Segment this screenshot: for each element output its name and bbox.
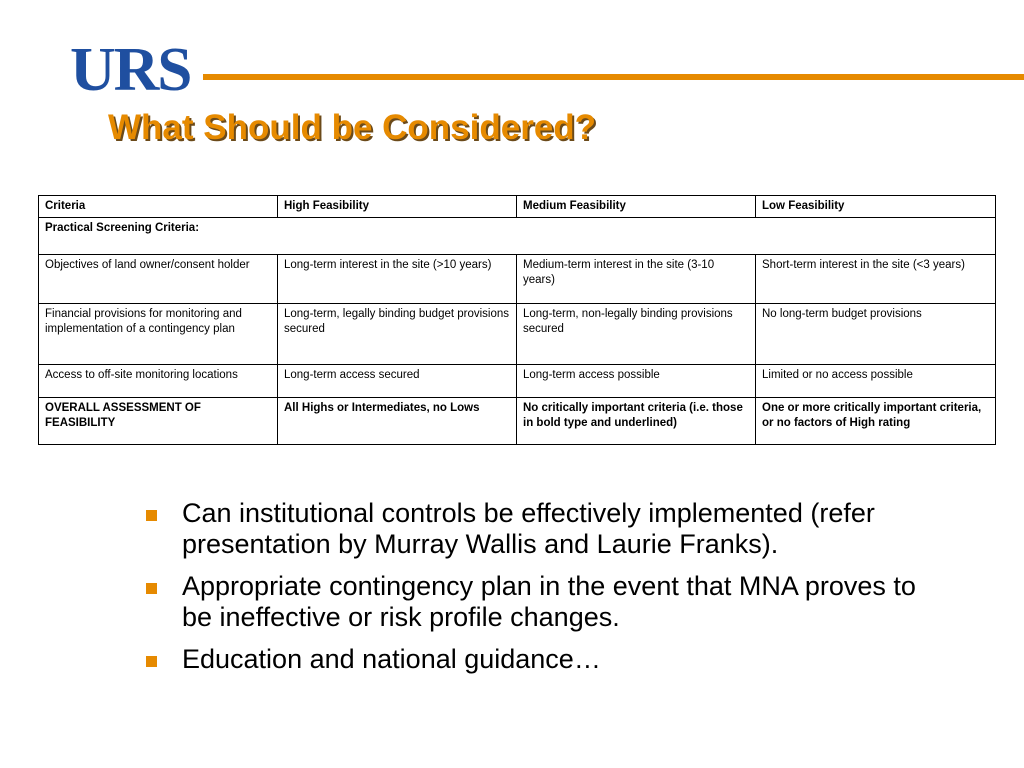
- header-cell: Low Feasibility: [756, 196, 996, 218]
- table-cell: Long-term, non-legally binding provisions secured: [517, 304, 756, 365]
- slide-title: What Should be Considered?: [108, 108, 597, 147]
- urs-logo: URS: [70, 36, 191, 104]
- table-header-row: [39, 196, 996, 218]
- table-cell: Short-term interest in the site (<3 years): [756, 255, 996, 304]
- table-cell: Objectives of land owner/consent holder: [39, 255, 278, 304]
- table-row: [39, 365, 996, 398]
- table-cell: Long-term interest in the site (>10 years): [278, 255, 517, 304]
- table-cell: No critically important criteria (i.e. those in bold type and underlined): [517, 398, 756, 445]
- table-cell: Limited or no access possible: [756, 365, 996, 398]
- table-cell: OVERALL ASSESSMENT OF FEASIBILITY: [39, 398, 278, 445]
- overall-assessment-row: [39, 398, 996, 445]
- bullet-text: Appropriate contingency plan in the event that MNA proves to be ineffective or risk profile changes.: [182, 571, 916, 632]
- square-bullet-icon: [146, 656, 157, 667]
- header-cell: Criteria: [39, 196, 278, 218]
- section-label: Practical Screening Criteria:: [39, 218, 996, 255]
- square-bullet-icon: [146, 583, 157, 594]
- bullet-item: [145, 498, 935, 560]
- header-cell: Medium Feasibility: [517, 196, 756, 218]
- table-cell: One or more critically important criteria, or no factors of High rating: [756, 398, 996, 445]
- table-cell: Access to off-site monitoring locations: [39, 365, 278, 398]
- feasibility-table: [38, 195, 996, 445]
- table-cell: Long-term access possible: [517, 365, 756, 398]
- header-rule: [203, 74, 1024, 80]
- table-row: [39, 255, 996, 304]
- table-cell: Long-term access secured: [278, 365, 517, 398]
- bullet-item: [145, 571, 935, 633]
- table-cell: All Highs or Intermediates, no Lows: [278, 398, 517, 445]
- square-bullet-icon: [146, 510, 157, 521]
- section-row: [39, 218, 996, 255]
- bullet-item: [145, 644, 935, 675]
- header-cell: High Feasibility: [278, 196, 517, 218]
- table-cell: No long-term budget provisions: [756, 304, 996, 365]
- table-row: [39, 304, 996, 365]
- bullet-list: [145, 498, 935, 686]
- table-cell: Medium-term interest in the site (3-10 years): [517, 255, 756, 304]
- bullet-text: Education and national guidance…: [182, 644, 601, 674]
- bullet-text: Can institutional controls be effectively implemented (refer presentation by Murray Wallis and Laurie Franks).: [182, 498, 875, 559]
- table-cell: Financial provisions for monitoring and implementation of a contingency plan: [39, 304, 278, 365]
- table-cell: Long-term, legally binding budget provisions secured: [278, 304, 517, 365]
